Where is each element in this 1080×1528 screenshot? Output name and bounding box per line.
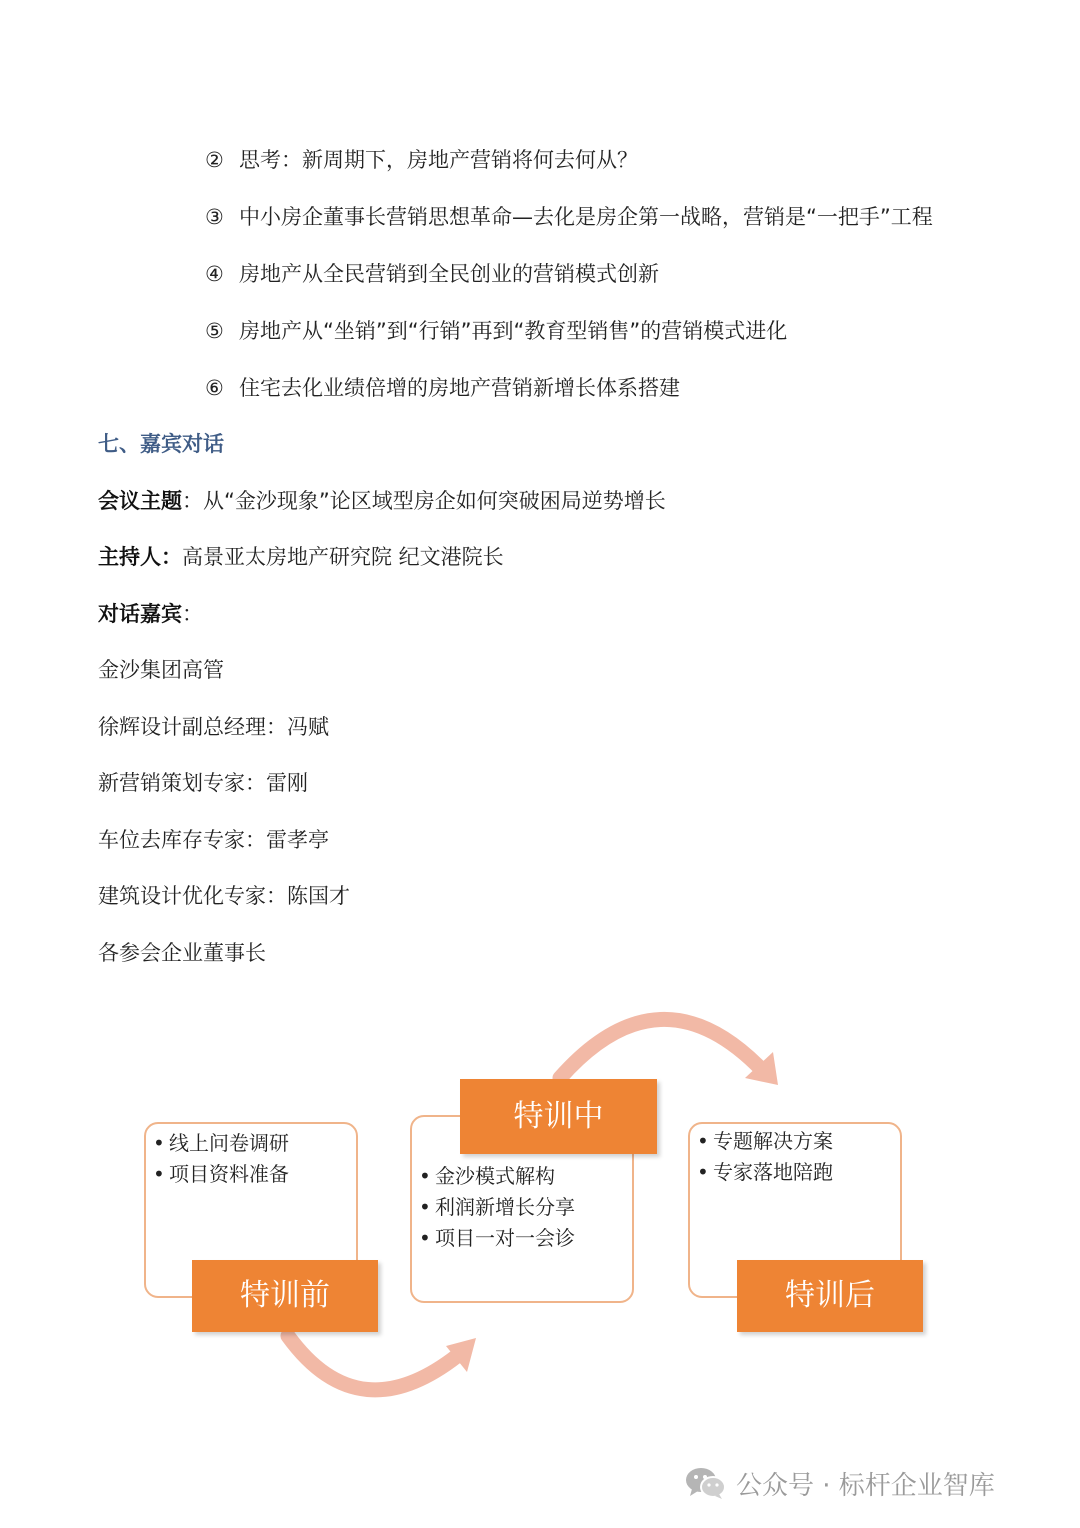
bullet-item: • 金沙模式解构: [419, 1164, 555, 1188]
bullet-item: • 专家落地陪跑: [697, 1160, 833, 1184]
bullet-item: • 线上问卷调研: [153, 1131, 289, 1155]
arrow-top: [560, 1019, 762, 1078]
stage-during-bullets: [419, 1161, 575, 1254]
guest-item: 新营销策划专家：雷刚: [98, 771, 308, 795]
guest-item: 建筑设计优化专家：陈国才: [98, 884, 350, 908]
agenda-item: ④ 房地产从全民营销到全民创业的营销模式创新: [205, 262, 659, 286]
guest-item: 金沙集团高管: [98, 658, 224, 682]
agenda-item: ⑥ 住宅去化业绩倍增的房地产营销新增长体系搭建: [205, 376, 680, 400]
guest-item: 各参会企业董事长: [98, 941, 266, 965]
bullet-item: • 项目一对一会诊: [419, 1226, 575, 1250]
section-heading: 七、嘉宾对话: [98, 432, 224, 456]
agenda-item: ⑤ 房地产从“坐销”到“行销”再到“教育型销售”的营销模式进化: [205, 319, 788, 343]
stage-after-label: 特训后: [737, 1260, 923, 1332]
wechat-icon: [684, 1465, 728, 1501]
agenda-item: ③ 中小房企董事长营销思想革命—去化是房企第一战略，营销是“一把手”工程: [205, 205, 933, 229]
footer-text: 公众号 · 标杆企业智库: [736, 1470, 995, 1501]
footer-watermark: [684, 1463, 995, 1503]
meeting-topic: 会议主题：从“金沙现象”论区域型房企如何突破困局逆势增长: [98, 489, 666, 513]
bullet-item: • 利润新增长分享: [419, 1195, 575, 1219]
guest-item: 徐辉设计副总经理：冯赋: [98, 715, 329, 739]
host-line: 主持人：高景亚太房地产研究院 纪文港院长: [98, 545, 504, 569]
agenda-item: ② 思考：新周期下，房地产营销将何去何从？: [205, 148, 638, 172]
bullet-item: • 项目资料准备: [153, 1162, 289, 1186]
stage-during-label: 特训中: [460, 1079, 657, 1154]
stage-before-bullets: [153, 1128, 289, 1190]
arrow-bottom: [288, 1336, 462, 1390]
stage-after-bullets: [697, 1126, 833, 1188]
stage-before-label: 特训前: [192, 1260, 378, 1332]
guests-label: 对话嘉宾：: [98, 602, 203, 626]
guest-item: 车位去库存专家：雷孝亭: [98, 828, 329, 852]
bullet-item: • 专题解决方案: [697, 1129, 833, 1153]
